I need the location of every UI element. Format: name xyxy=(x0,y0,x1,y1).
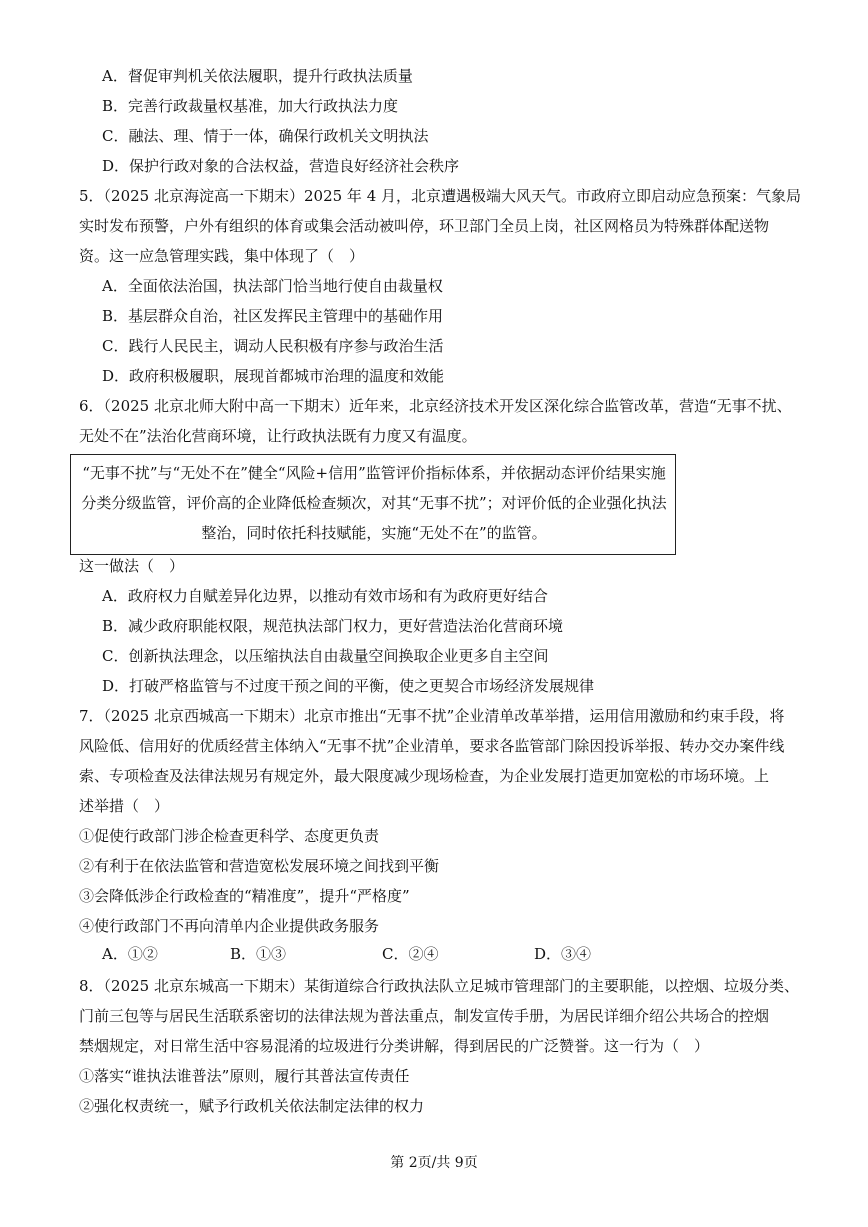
q6-material-line: 分类分级监管，评价高的企业降低检查频次，对其“无事不扰”；对评价低的企业强化执法 xyxy=(81,494,667,512)
q7-statement-3: ③会降低涉企行政检查的“精准度”，提升“严格度” xyxy=(79,887,410,905)
q6-option-b: B．减少政府职能权限，规范执法部门权力，更好营造法治化营商环境 xyxy=(102,617,564,635)
q8-stem-line: 禁烟规定，对日常生活中容易混淆的垃圾进行分类讲解，得到居民的广泛赞誉。这一行为（ ） xyxy=(79,1037,710,1055)
q5-stem-line: 资。这一应急管理实践，集中体现了（ ） xyxy=(79,247,365,265)
q4-option-d: D．保护行政对象的合法权益，营造良好经济社会秩序 xyxy=(102,157,460,175)
q5-option-b: B．基层群众自治，社区发挥民主管理中的基础作用 xyxy=(102,307,444,325)
q6-stem-line: 无处不在”法治化营商环境，让行政执法既有力度又有温度。 xyxy=(79,427,477,445)
q4-option-c: C．融法、理、情于一体，确保行政机关文明执法 xyxy=(102,127,429,145)
q4-option-a: A．督促审判机关依法履职，提升行政执法质量 xyxy=(102,67,413,85)
q5-option-c: C．践行人民民主，调动人民积极有序参与政治生活 xyxy=(102,337,444,355)
q6-stem-line: 6．（2025 北京北师大附中高一下期末）近年来，北京经济技术开发区深化综合监管改革，营造“无事不扰、 xyxy=(79,397,792,415)
q4-option-b: B．完善行政裁量权基准，加大行政执法力度 xyxy=(102,97,399,115)
page-number-footer: 第 2页/共 9页 xyxy=(390,1155,478,1171)
q7-stem-line: 风险低、信用好的优质经营主体纳入“无事不扰”企业清单，要求各监管部门除因投诉举报、转办交办案件线 xyxy=(79,737,785,755)
q6-material-line: 整治，同时依托科技赋能，实施“无处不在”的监管。 xyxy=(201,524,547,542)
q6-option-a: A．政府权力自赋差异化边界，以推动有效市场和有为政府更好结合 xyxy=(102,587,548,605)
q5-option-d: D．政府积极履职，展现首都城市治理的温度和效能 xyxy=(102,367,445,385)
q6-option-c: C．创新执法理念，以压缩执法自由裁量空间换取企业更多自主空间 xyxy=(102,647,549,665)
q8-stem-line: 门前三包等与居民生活联系密切的法律法规为普法重点，制发宣传手册，为居民详细介绍公共场合的控烟 xyxy=(79,1007,770,1025)
q6-prompt: 这一做法（ ） xyxy=(79,557,185,575)
q5-option-a: A．全面依法治国，执法部门恰当地行使自由裁量权 xyxy=(102,277,443,295)
q5-stem-line: 5．（2025 北京海淀高一下期末）2025 年 4 月，北京遭遇极端大风天气。市政府立即启动应急预案：气象局 xyxy=(79,187,802,205)
q8-statement-1: ①落实“谁执法谁普法”原则，履行其普法宣传责任 xyxy=(79,1067,410,1085)
q7-statement-4: ④使行政部门不再向清单内企业提供政务服务 xyxy=(79,917,380,935)
q7-choices xyxy=(102,939,702,969)
q8-statement-2: ②强化权责统一，赋予行政机关依法制定法律的权力 xyxy=(79,1097,425,1115)
q6-option-d: D．打破严格监管与不过度干预之间的平衡，使之更契合市场经济发展规律 xyxy=(102,677,595,695)
q7-statement-1: ①促使行政部门涉企检查更科学、态度更负责 xyxy=(79,827,380,845)
q7-choice-c: C．②④ xyxy=(382,945,439,963)
q7-choice-d: D．③④ xyxy=(534,945,592,963)
q7-choice-a: A．①② xyxy=(102,945,158,963)
q6-material-line: “无事不扰”与“无处不在”健全“风险+信用”监管评价指标体系，并依据动态评价结果实施 xyxy=(82,464,666,482)
q7-stem-line: 述举措（ ） xyxy=(79,797,170,815)
q7-statement-2: ②有利于在依法监管和营造宽松发展环境之间找到平衡 xyxy=(79,857,440,875)
q7-stem-line: 7．（2025 北京西城高一下期末）北京市推出“无事不扰”企业清单改革举措，运用信用激励和约束手段，将 xyxy=(79,707,785,725)
q8-stem-line: 8．（2025 北京东城高一下期末）某街道综合行政执法队立足城市管理部门的主要职能，以控烟、垃圾分类、 xyxy=(79,977,799,995)
q6-material-box xyxy=(70,454,676,555)
q7-choice-b: B．①③ xyxy=(230,945,287,963)
q5-stem-line: 实时发布预警，户外有组织的体育或集会活动被叫停，环卫部门全员上岗，社区网格员为特殊群体配送物 xyxy=(79,217,770,235)
q7-stem-line: 索、专项检查及法律法规另有规定外，最大限度减少现场检查，为企业发展打造更加宽松的市场环境。上 xyxy=(79,767,770,785)
